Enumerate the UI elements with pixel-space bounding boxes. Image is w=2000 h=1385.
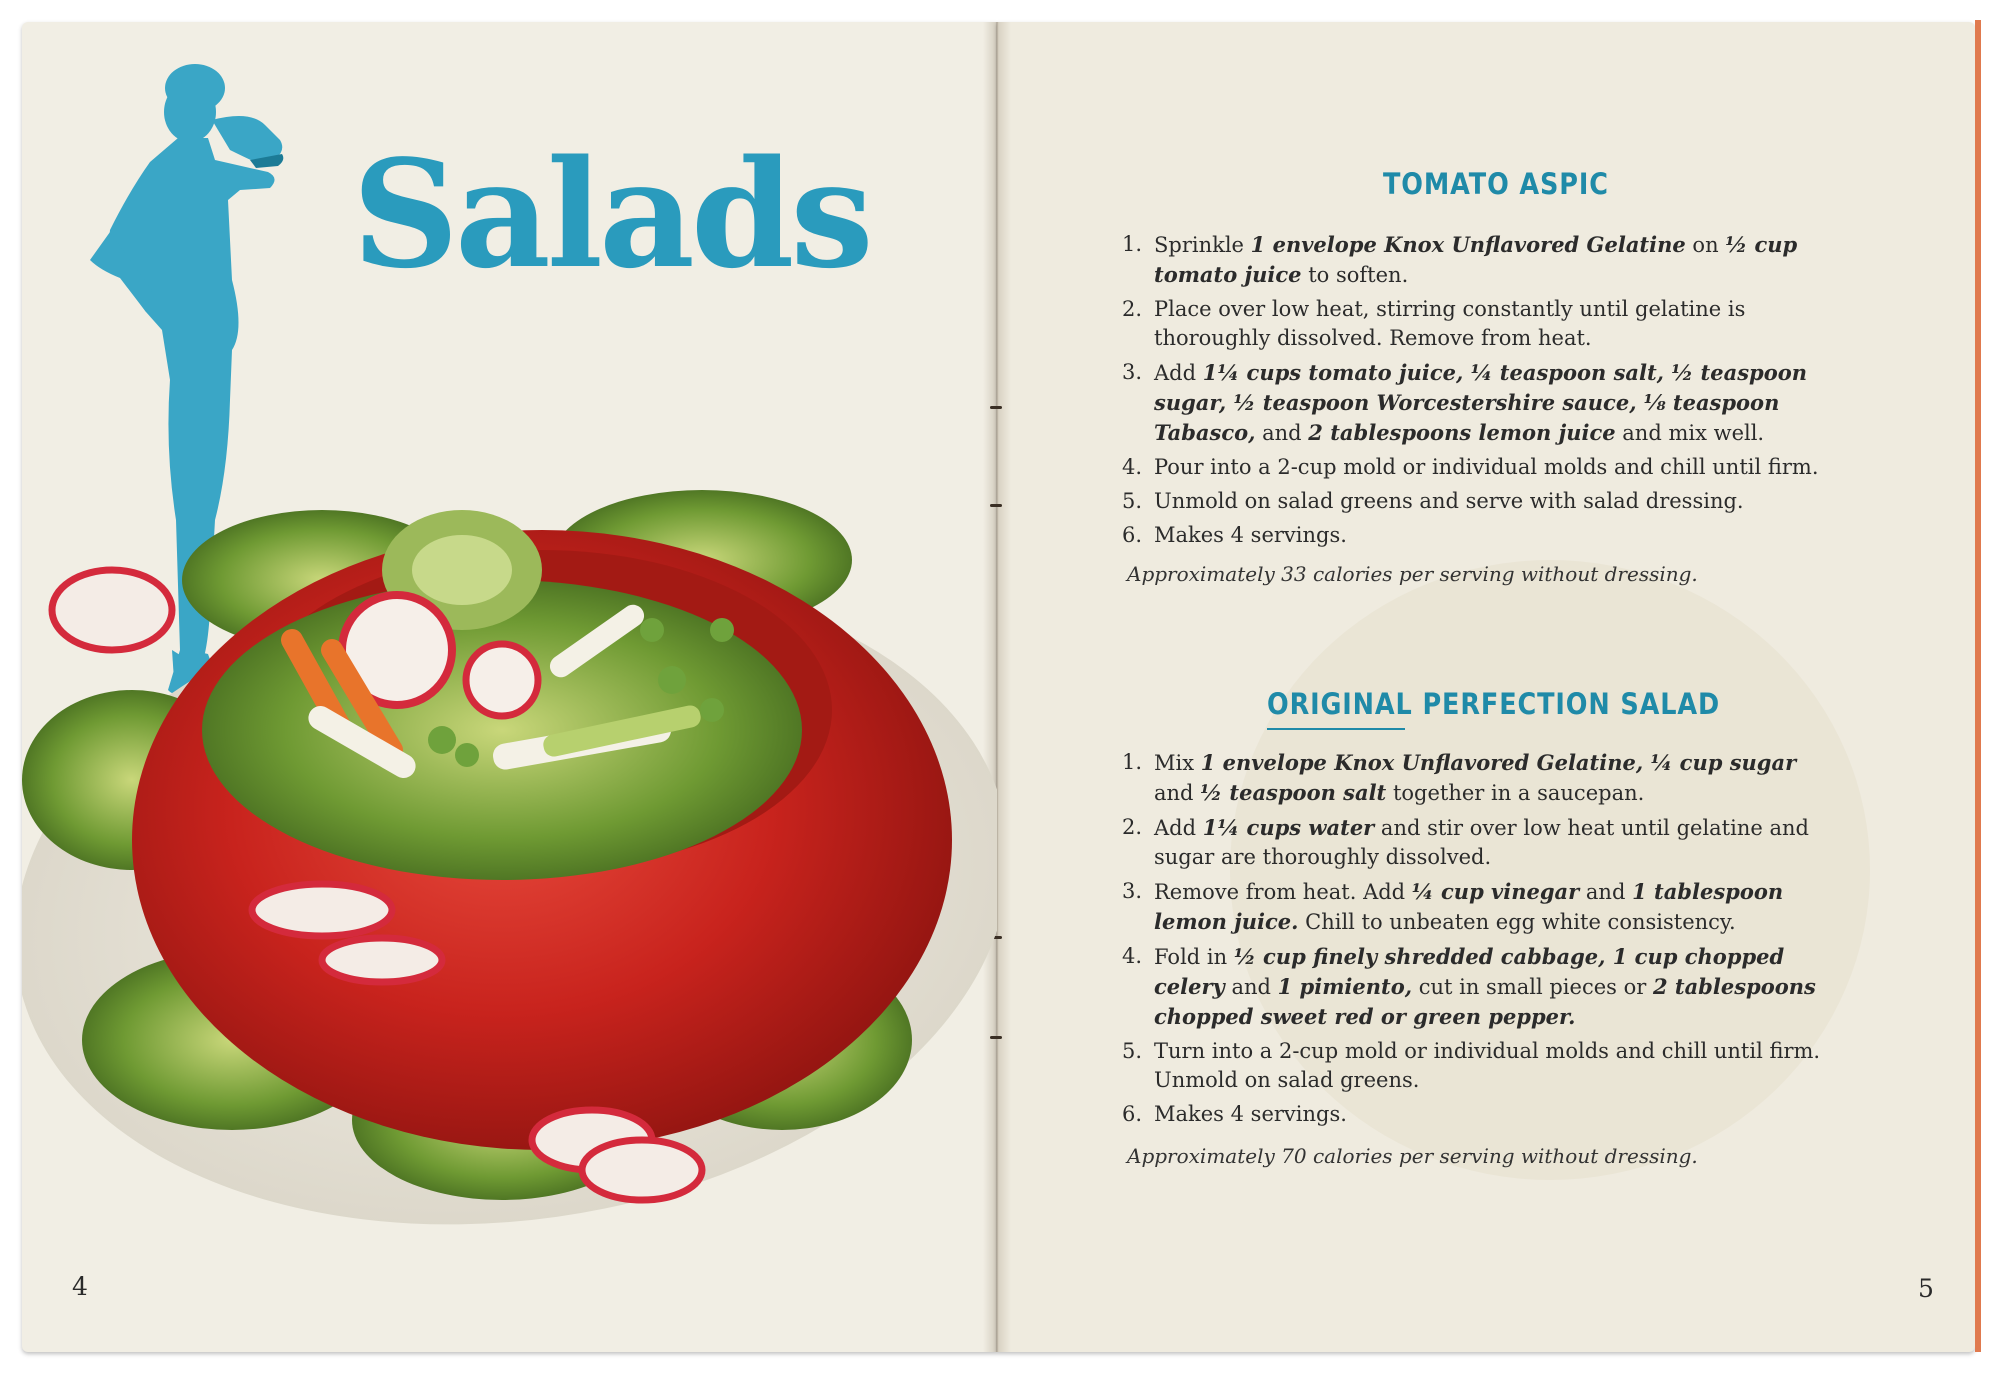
step-number: 4. (1122, 455, 1143, 479)
step-number: 3. (1122, 360, 1143, 384)
page-number-left: 4 (72, 1272, 88, 1301)
step-text: Mix 1 envelope Knox Unflavored Gelatine, ¼ cup sugar and ½ teaspoon salt together in a saucepan. (1154, 750, 1797, 805)
recipe-step (1122, 295, 1842, 353)
recipe-step (1122, 813, 1842, 872)
step-text: Place over low heat, stirring constantly until gelatine is thoroughly dissolved. Remove from heat. (1154, 297, 1746, 350)
step-number: 2. (1122, 815, 1143, 839)
recipe-step (1122, 487, 1842, 516)
page-edge (1975, 20, 1981, 1352)
recipe-step (1122, 748, 1842, 808)
step-text: Add 1¼ cups tomato juice, ¼ teaspoon salt, ½ teaspoon sugar, ½ teaspoon Worcestershire sauce, ⅛ teaspoon Tabasco, and 2 tablespoons lemon juice and mix well. (1154, 360, 1807, 445)
recipe-step (1122, 358, 1842, 448)
recipe-step (1122, 1100, 1842, 1129)
calorie-note-tomato-aspic: Approximately 33 calories per serving without dressing. (1127, 562, 1698, 586)
step-number: 6. (1122, 523, 1143, 547)
step-number: 2. (1122, 297, 1143, 321)
recipe-steps-tomato-aspic (1122, 230, 1842, 555)
step-number: 4. (1122, 944, 1143, 968)
step-text: Unmold on salad greens and serve with salad dressing. (1154, 489, 1744, 513)
step-number: 1. (1122, 750, 1143, 774)
recipe-title-tomato-aspic: TOMATO ASPIC (1383, 167, 1609, 201)
calorie-note-perfection-salad: Approximately 70 calories per serving without dressing. (1127, 1144, 1698, 1168)
step-text: Fold in ½ cup finely shredded cabbage, 1 cup chopped celery and 1 pimiento, cut in small pieces or 2 tablespoons chopped sweet red or green pepper. (1154, 944, 1816, 1029)
binding-stitch (990, 406, 1002, 409)
tomato-aspic-salad-photo (22, 480, 997, 1260)
step-text: Turn into a 2-cup mold or individual molds and chill until firm. Unmold on salad greens. (1154, 1039, 1821, 1092)
step-text: Makes 4 servings. (1154, 1102, 1347, 1126)
step-number: 5. (1122, 1039, 1143, 1063)
recipe-step (1122, 877, 1842, 937)
step-number: 5. (1122, 489, 1143, 513)
recipe-step (1122, 521, 1842, 550)
page-number-right: 5 (1918, 1274, 1934, 1303)
step-text: Makes 4 servings. (1154, 523, 1347, 547)
recipe-step (1122, 230, 1842, 290)
step-text: Add 1¼ cups water and stir over low heat until gelatine and sugar are thoroughly dissolved. (1154, 815, 1809, 869)
recipe-step (1122, 1037, 1842, 1095)
recipe-step (1122, 453, 1842, 482)
recipe-steps-perfection-salad (1122, 748, 1842, 1134)
step-number: 1. (1122, 232, 1143, 256)
recipe-title-perfection-salad: ORIGINAL PERFECTION SALAD (1267, 687, 1721, 721)
step-text: Pour into a 2-cup mold or individual molds and chill until firm. (1154, 455, 1819, 479)
step-number: 6. (1122, 1102, 1143, 1126)
step-text: Remove from heat. Add ¼ cup vinegar and 1 tablespoon lemon juice. Chill to unbeaten egg white consistency. (1154, 879, 1784, 934)
recipe-step (1122, 942, 1842, 1032)
step-text: Sprinkle 1 envelope Knox Unflavored Gelatine on ½ cup tomato juice to soften. (1154, 232, 1798, 287)
page-title: Salads (352, 127, 870, 301)
title-underline (1267, 728, 1405, 730)
step-number: 3. (1122, 879, 1143, 903)
